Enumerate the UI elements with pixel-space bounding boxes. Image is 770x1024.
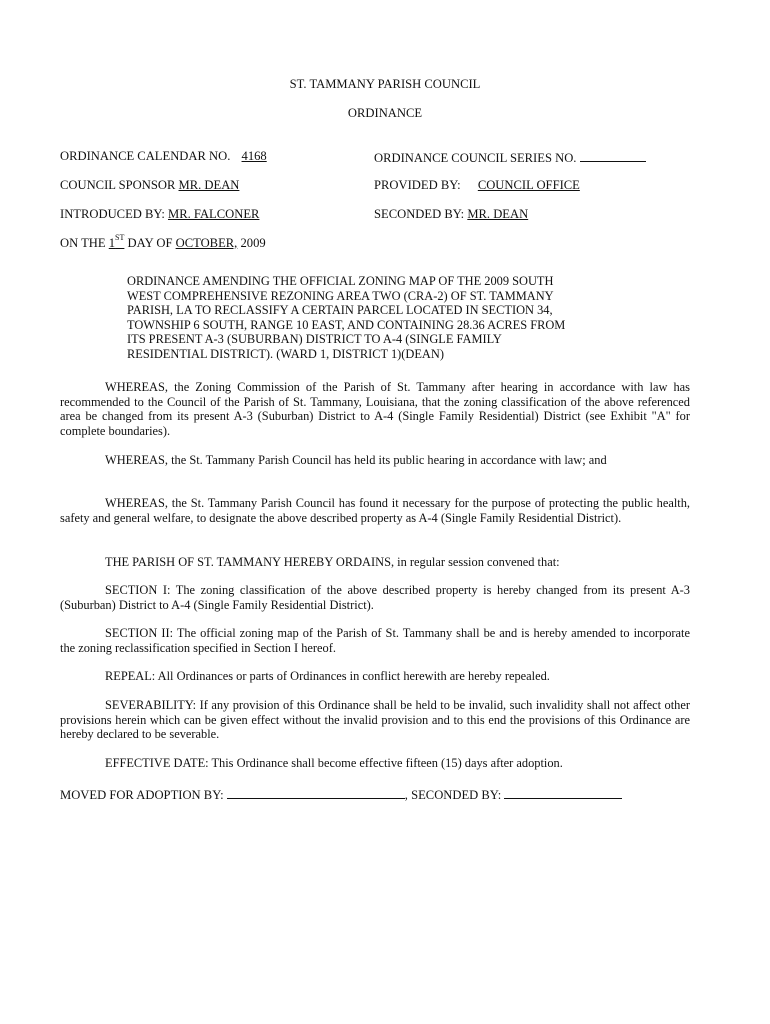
adoption-date-line (60, 233, 266, 251)
footer-seconded-value (504, 786, 622, 799)
council-series-field (374, 149, 646, 166)
title-line: ITS PRESENT A-3 (SUBURBAN) DISTRICT TO A-4 (SINGLE FAMILY (127, 332, 502, 347)
footer-seconded-label: , SECONDED BY: (404, 788, 502, 802)
council-series-label: ORDINANCE COUNCIL SERIES NO. (374, 151, 577, 165)
whereas-public-welfare: WHEREAS, the St. Tammany Parish Council has found it necessary for the purpose of protecting the public health, safety and general welfare, to designate the above described property as A-4 (Single Family Residential District). (60, 496, 690, 525)
adoption-vote-line (60, 786, 622, 803)
whereas-public-hearing: WHEREAS, the St. Tammany Parish Council has held its public hearing in accordance with law; and (105, 453, 607, 467)
introduced-by-label: INTRODUCED BY: (60, 207, 165, 221)
provided-by-value: COUNCIL OFFICE (477, 178, 580, 192)
council-sponsor-label: COUNCIL SPONSOR (60, 178, 176, 192)
date-day: 1ST (108, 233, 125, 250)
title-line: PARISH, LA TO RECLASSIFY A CERTAIN PARCEL LOCATED IN SECTION 34, (127, 303, 553, 318)
repeal-clause: REPEAL: All Ordinances or parts of Ordinances in conflict herewith are hereby repealed. (105, 669, 550, 683)
provided-by-label: PROVIDED BY: (374, 178, 461, 192)
date-prefix: ON THE (60, 236, 106, 250)
date-day-suffix: ST (115, 233, 125, 242)
ordinance-title (127, 274, 657, 362)
seconded-by-field (374, 207, 677, 222)
date-month: OCTOBER, (175, 236, 238, 250)
title-line: RESIDENTIAL DISTRICT). (WARD 1, DISTRICT 1)(DEAN) (127, 346, 444, 361)
council-heading: ST. TAMMANY PARISH COUNCIL (289, 77, 481, 91)
effective-date-clause: EFFECTIVE DATE: This Ordinance shall become effective fifteen (15) days after adoption. (105, 756, 563, 770)
date-year: 2009 (240, 236, 266, 250)
introduced-by-value: MR. FALCONER (168, 207, 260, 221)
whereas-zoning-commission: WHEREAS, the Zoning Commission of the Parish of St. Tammany after hearing in accordance with law has recommended to the Council of the Parish of St. Tammany, Louisiana, that the zoning classification of the above referenced area be changed from its present A-3 (Suburban) District to A-4 (Single Family Residential) District (see Exhibit "A" for complete boundaries). (60, 380, 690, 438)
provided-by-field (374, 178, 669, 193)
introduced-by-field (60, 207, 303, 222)
title-line: ORDINANCE AMENDING THE OFFICIAL ZONING MAP OF THE 2009 SOUTH (127, 274, 554, 288)
severability-clause: SEVERABILITY: If any provision of this Ordinance shall be held to be invalid, such invalidity shall not affect other provisions herein which can be given effect without the invalid provision and to this end the provisions of this Ordinance are hereby declared to be severable. (60, 698, 690, 742)
ordains-statement: THE PARISH OF ST. TAMMANY HEREBY ORDAINS, in regular session convened that: (105, 555, 560, 569)
section-two: SECTION II: The official zoning map of the Parish of St. Tammany shall be and is hereby amended to incorporate the zoning reclassification specified in Section I hereof. (60, 626, 690, 655)
title-line: WEST COMPREHENSIVE REZONING AREA TWO (CRA-2) OF ST. TAMMANY (127, 288, 554, 303)
moved-for-adoption-value (227, 786, 405, 799)
council-sponsor-field (60, 178, 309, 193)
council-series-value (580, 149, 646, 162)
moved-for-adoption-label: MOVED FOR ADOPTION BY: (60, 788, 224, 802)
calendar-number-value: 4168 (241, 149, 267, 163)
calendar-number-field (60, 149, 312, 164)
seconded-by-label: SECONDED BY: (374, 207, 465, 221)
title-line: TOWNSHIP 6 SOUTH, RANGE 10 EAST, AND CONTAINING 28.36 ACRES FROM (127, 317, 566, 332)
date-mid: DAY OF (127, 236, 173, 250)
calendar-number-label: ORDINANCE CALENDAR NO. (60, 149, 231, 163)
seconded-by-value: MR. DEAN (467, 207, 529, 221)
council-sponsor-value: MR. DEAN (178, 178, 240, 192)
document-type-heading: ORDINANCE (347, 106, 423, 120)
section-one: SECTION I: The zoning classification of the above described property is hereby changed from its present A-3 (Suburban) District to A-4 (Single Family Residential District). (60, 583, 690, 612)
